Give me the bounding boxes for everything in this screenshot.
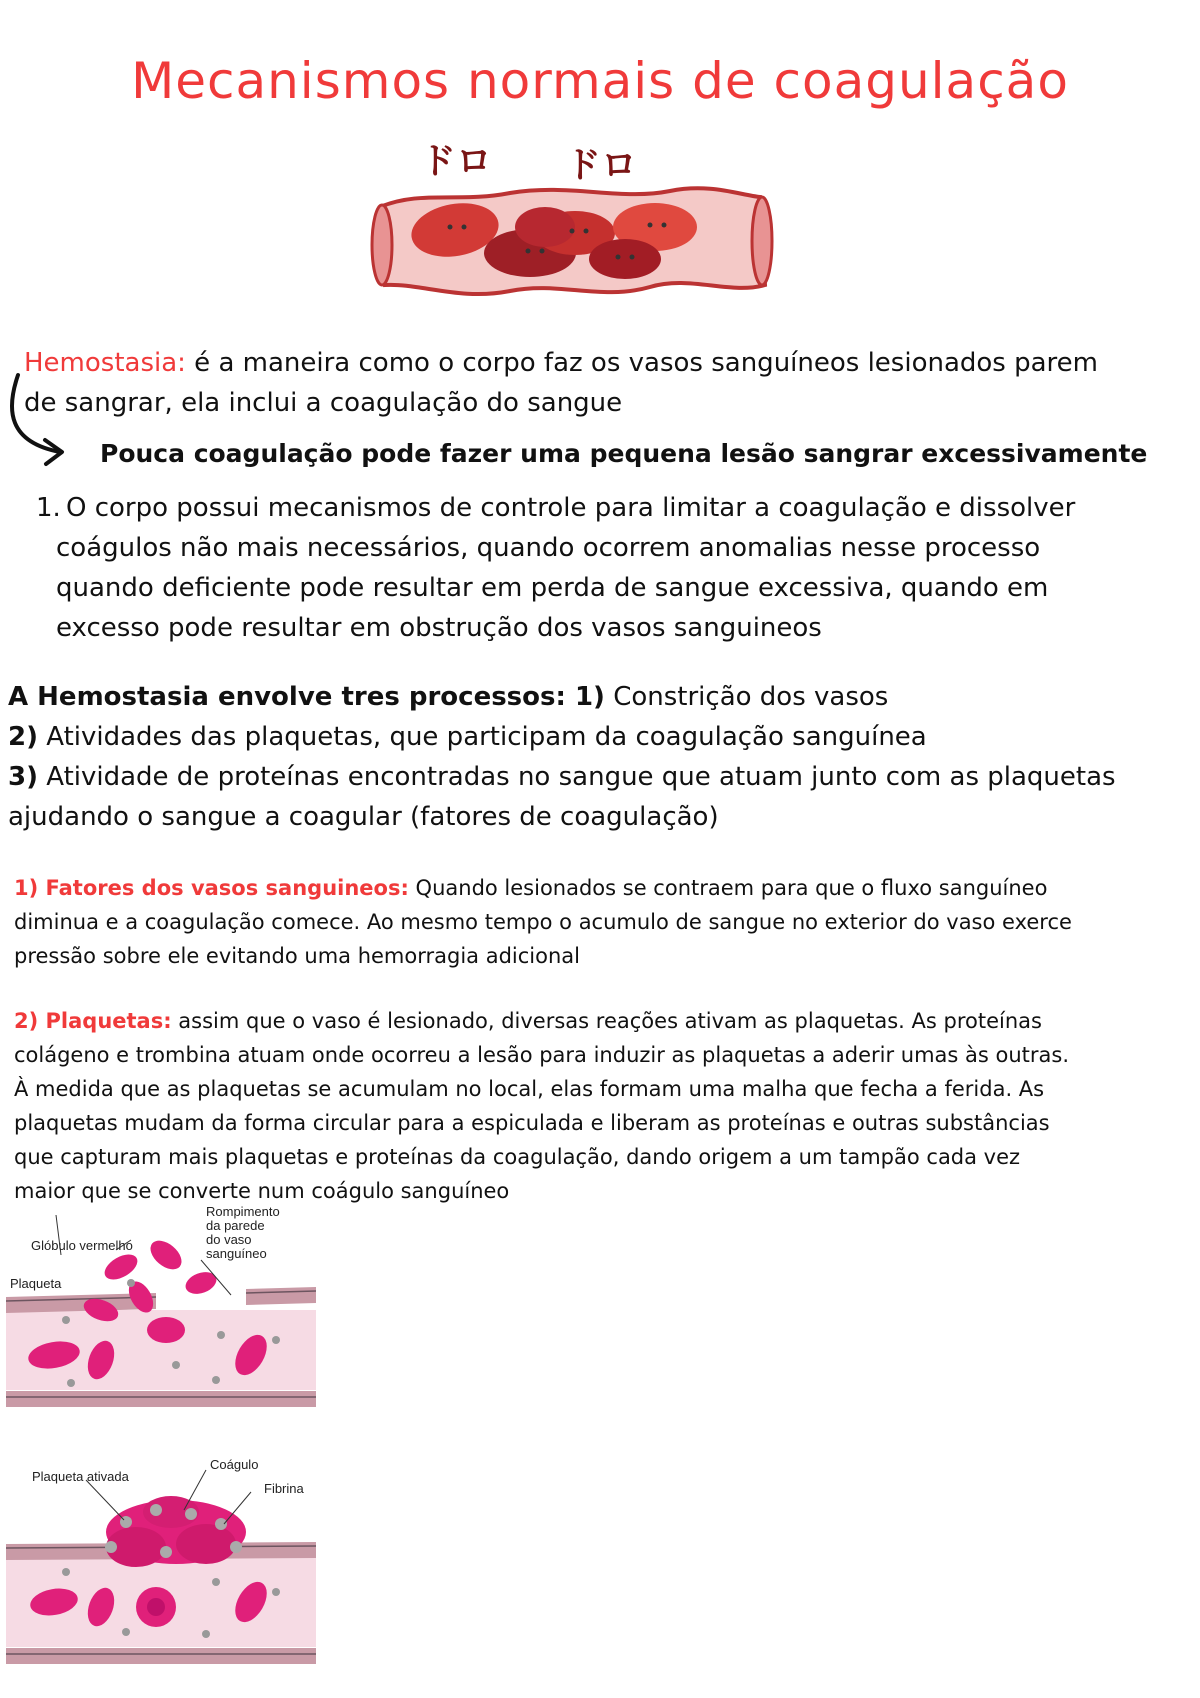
page-title: Mecanismos normais de coagulação [131, 52, 1069, 110]
processes-line-4: ajudando o sangue a coagular (fatores de coagulação) [8, 802, 719, 832]
label-globulo-vermelho: Glóbulo vermelho [31, 1238, 133, 1253]
label-rompimento-1: Rompimento [206, 1204, 280, 1219]
list-line-2: coágulos não mais necessários, quando ocorrem anomalias nesse processo [56, 533, 1041, 563]
list-number: 1. [36, 493, 61, 523]
label-plaqueta-ativada: Plaqueta ativada [32, 1469, 129, 1484]
processes-line-2: 2) Atividades das plaquetas, que participam da coagulação sanguínea [8, 722, 927, 752]
hemostasia-term: Hemostasia: [24, 348, 186, 378]
section2-line-2: colágeno e trombina atuam onde ocorreu a lesão para induzir as plaquetas a aderir umas às outras. [14, 1043, 1070, 1067]
processes-line-1: A Hemostasia envolve tres processos: 1) Constrição dos vasos [8, 682, 889, 712]
label-rompimento-4: sanguíneo [206, 1246, 267, 1261]
section2-line-1: 2) Plaquetas: assim que o vaso é lesionado, diversas reações ativam as plaquetas. As proteínas [14, 1009, 1042, 1033]
list-line-1: O corpo possui mecanismos de controle para limitar a coagulação e dissolver [66, 493, 1076, 523]
label-coagulo: Coágulo [210, 1457, 259, 1472]
figure-clot [6, 1452, 316, 1674]
section1-line-1: 1) Fatores dos vasos sanguineos: Quando lesionados se contraem para que o fluxo sanguíneo [14, 876, 1048, 900]
section2-line-3: À medida que as plaquetas se acumulam no local, elas formam uma malha que fecha a ferida. As [14, 1077, 1045, 1101]
section1-line-2: diminua e a coagulação comece. Ao mesmo tempo o acumulo de sangue no exterior do vaso exerce [14, 910, 1072, 934]
hemostasia-line-1: Hemostasia: é a maneira como o corpo faz os vasos sanguíneos lesionados parem [24, 348, 1098, 378]
processes-line-3: 3) Atividade de proteínas encontradas no sangue que atuam junto com as plaquetas [8, 762, 1116, 792]
label-fibrina: Fibrina [264, 1481, 304, 1496]
blood-vessel-doodle [360, 135, 780, 310]
figure-vessel-rupture [6, 1205, 316, 1425]
section2-line-5: que capturam mais plaquetas e proteínas da coagulação, dando origem a um tampão cada vez [14, 1145, 1021, 1169]
section2-line-6: maior que se converte num coágulo sanguíneo [14, 1179, 510, 1203]
section2-line-4: plaquetas mudam da forma circular para a espiculada e liberam as proteínas e outras substâncias [14, 1111, 1050, 1135]
hemostasia-line-2: de sangrar, ela inclui a coagulação do sangue [24, 388, 623, 418]
label-plaqueta: Plaqueta [10, 1276, 62, 1291]
label-rompimento-3: do vaso [206, 1232, 252, 1247]
list-line-4: excesso pode resultar em obstrução dos vasos sanguineos [56, 613, 822, 643]
section2-heading: 2) Plaquetas: [14, 1009, 172, 1033]
doodle-text-1: ドロ [420, 141, 493, 182]
doodle-text-2: ドロ [565, 145, 638, 186]
list-line-3: quando deficiente pode resultar em perda de sangue excessiva, quando em [56, 573, 1049, 603]
label-rompimento-2: da parede [206, 1218, 265, 1233]
curved-arrow-icon [0, 370, 80, 470]
section1-heading: 1) Fatores dos vasos sanguineos: [14, 876, 409, 900]
arrow-note: Pouca coagulação pode fazer uma pequena lesão sangrar excessivamente [100, 439, 1148, 468]
section1-line-3: pressão sobre ele evitando uma hemorragia adicional [14, 944, 580, 968]
